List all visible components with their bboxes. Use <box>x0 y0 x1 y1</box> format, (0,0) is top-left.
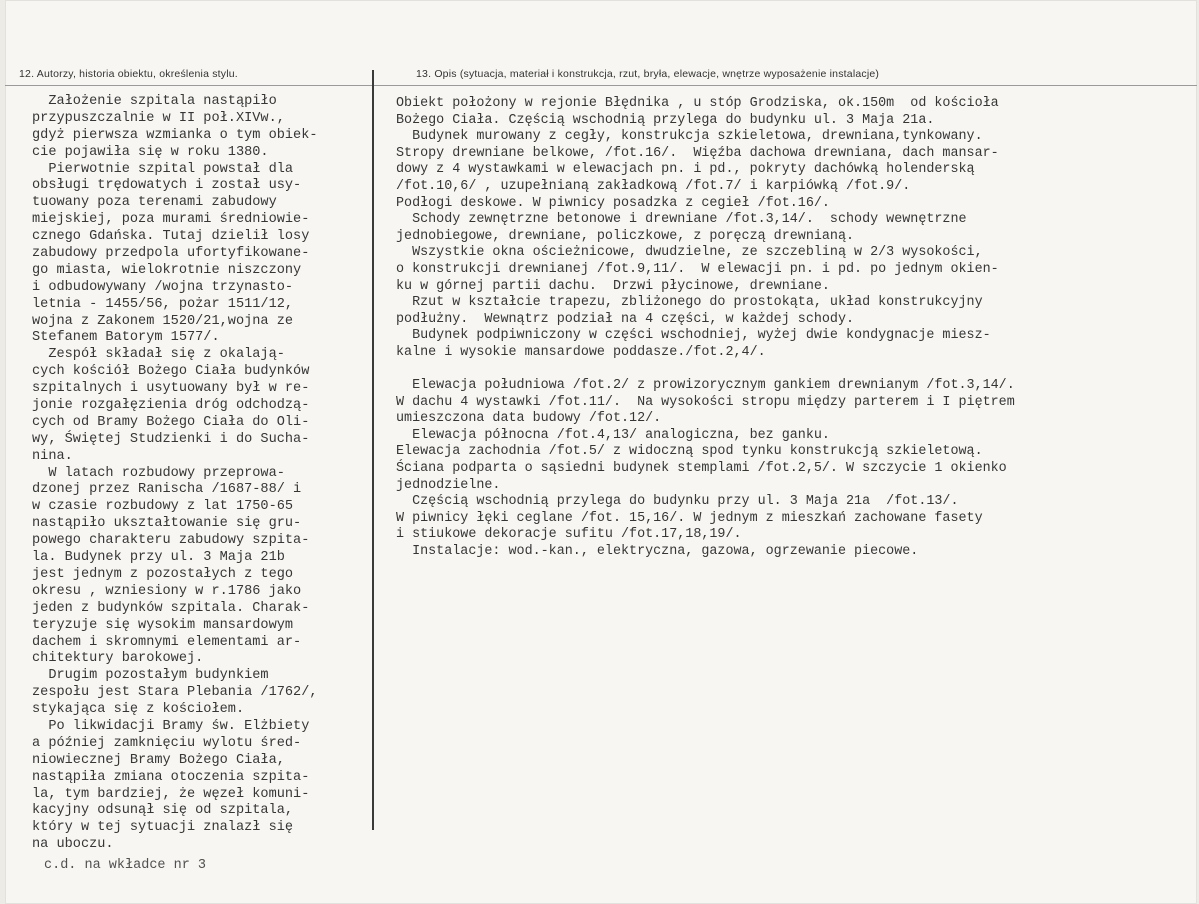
text-line: Założenie szpitala nastąpiło <box>32 94 277 109</box>
text-line: podłużny. Wewnątrz podział na 4 części, w każdej schody. <box>396 311 855 327</box>
text-line: nastąpiło ukształtowanie się gru- <box>32 516 302 532</box>
text-line: miejskiej, poza murami średniowie- <box>32 212 310 228</box>
text-line: W piwnicy łęki ceglane /fot. 15,16/. W jednym z mieszkań zachowane fasety <box>396 510 983 526</box>
text-line: Budynek podpiwniczony w części wschodniej, wyżej dwie kondygnacje miesz- <box>396 328 991 344</box>
text-line: Podłogi deskowe. W piwnicy posadzka z cegieł /fot.16/. <box>396 195 830 211</box>
text-line: Stefanem Batorym 1577/. <box>32 330 220 346</box>
text-line: zespołu jest Stara Plebania /1762/, <box>32 685 318 701</box>
text-line: jednobiegowe, drewniane, policzkowe, z poręczą drewnianą. <box>396 228 855 244</box>
text-line: Wszystkie okna ościeżnicowe, dwudzielne, ze szczebliną w 2/3 wysokości, <box>396 245 983 261</box>
text-line: wy, Świętej Studzienki i do Sucha- <box>32 431 310 447</box>
text-line: cznego Gdańska. Tutaj dzielił losy <box>32 229 310 245</box>
text-line: la, tym bardziej, że węzeł komuni- <box>32 786 310 802</box>
text-line: Zespół składał się z okalają- <box>32 347 285 363</box>
text-line <box>396 362 1015 379</box>
text-line: nastąpiła zmiana otoczenia szpita- <box>32 769 310 785</box>
text-line: go miasta, wielokrotnie niszczony <box>32 262 302 278</box>
text-line: zabudowy przedpola ufortyfikowane- <box>32 246 310 262</box>
history-text-column <box>32 94 318 854</box>
text-line: chitektury barokowej. <box>32 651 204 667</box>
text-line: Drugim pozostałym budynkiem <box>32 668 269 684</box>
text-line: teryzuje się wysokim mansardowym <box>32 617 294 633</box>
text-line: obsługi trędowatych i został usy- <box>32 178 302 194</box>
text-line: jonie rozgałęzienia dróg odchodzą- <box>32 398 310 414</box>
column-divider <box>372 70 374 830</box>
text-line: o konstrukcji drewnianej /fot.9,11/. W elewacji pn. i pd. po jednym okien- <box>396 261 999 277</box>
text-line: Schody zewnętrzne betonowe i drewniane /fot.3,14/. schody wewnętrzne <box>396 212 967 228</box>
text-line: jeden z budynków szpitala. Charak- <box>32 600 310 616</box>
text-line: przypuszczalnie w II poł.XIVw., <box>32 110 285 126</box>
text-line: i stiukowe dekoracje sufitu /fot.17,18,19/. <box>396 527 742 543</box>
description-text-column <box>396 96 1015 561</box>
text-line: ku w górnej partii dachu. Drzwi płycinowe, drewniane. <box>396 278 830 294</box>
text-line: Elewacja zachodnia /fot.5/ z widoczną spod tynku konstrukcją szkieletową. <box>396 444 983 460</box>
text-line: nina. <box>32 448 73 464</box>
text-line: kalne i wysokie mansardowe poddasze./fot.2,4/. <box>396 344 766 360</box>
text-line: Po likwidacji Bramy św. Elżbiety <box>32 718 310 734</box>
text-line: niowiecznej Bramy Bożego Ciała, <box>32 752 285 768</box>
text-line: cych kościół Bożego Ciała budynków <box>32 364 310 380</box>
text-line: dzonej przez Ranischa /1687-88/ i <box>32 482 302 498</box>
text-line: Elewacja południowa /fot.2/ z prowizorycznym gankiem drewnianym /fot.3,14/. <box>396 378 1015 394</box>
text-line: który w tej sytuacji znalazł się <box>32 820 294 836</box>
text-line: i odbudowywany /wojna trzynasto- <box>32 279 294 295</box>
text-line: W latach rozbudowy przeprowa- <box>32 465 285 481</box>
header-divider <box>5 85 1197 86</box>
text-line: a później zamknięciu wylotu śred- <box>32 735 302 751</box>
text-line: Ściana podparta o sąsiedni budynek stemplami /fot.2,5/. W szczycie 1 okienko <box>396 461 1007 477</box>
text-line: powego charakteru zabudowy szpita- <box>32 533 310 549</box>
text-line: cie pojawiła się w roku 1380. <box>32 144 269 160</box>
text-line: Elewacja północna /fot.4,13/ analogiczna, bez ganku. <box>396 427 830 443</box>
text-line: dowy z 4 wystawkami w elewacjach pn. i pd., pokryty dachówką holenderską <box>396 162 975 178</box>
text-line: Instalacje: wod.-kan., elektryczna, gazowa, ogrzewanie piecowe. <box>396 544 919 560</box>
text-line: okresu , wzniesiony w r.1786 jako <box>32 583 302 599</box>
text-line: Rzut w kształcie trapezu, zbliżonego do prostokąta, układ konstrukcyjny <box>396 295 983 311</box>
section-12-heading: 12. Autorzy, historia obiektu, określenia stylu. <box>19 68 238 80</box>
text-line: cych od Bramy Bożego Ciała do Oli- <box>32 414 310 430</box>
text-line: gdyż pierwsza wzmianka o tym obiek- <box>32 127 318 143</box>
text-line: stykająca się z kościołem. <box>32 702 245 718</box>
text-line: Stropy drewniane belkowe, /fot.16/. Więźba dachowa drewniana, dach mansar- <box>396 145 999 161</box>
text-line: tuowany poza terenami zabudowy <box>32 195 277 211</box>
text-line: la. Budynek przy ul. 3 Maja 21b <box>32 550 285 566</box>
text-line: Obiekt położony w rejonie Błędnika , u stóp Grodziska, ok.150m od kościoła <box>396 96 999 111</box>
section-13-heading: 13. Opis (sytuacja, materiał i konstrukcja, rzut, bryła, elewacje, wnętrze wyposażenie instalacje) <box>416 68 880 80</box>
text-line: szpitalnych i usytuowany był w re- <box>32 381 310 397</box>
continuation-note: c.d. na wkładce nr 3 <box>44 858 207 873</box>
text-line: na uboczu. <box>32 837 114 853</box>
text-line: jednodzielne. <box>396 477 501 493</box>
text-line: umieszczona data budowy /fot.12/. <box>396 411 662 427</box>
text-line: Częścią wschodnią przylega do budynku przy ul. 3 Maja 21a /fot.13/. <box>396 494 959 510</box>
text-line: kacyjny odsunął się od szpitala, <box>32 803 294 819</box>
text-line: Pierwotnie szpital powstał dla <box>32 161 294 177</box>
text-line: Budynek murowany z cegły, konstrukcja szkieletowa, drewniana,tynkowany. <box>396 129 983 145</box>
text-line: letnia - 1455/56, pożar 1511/12, <box>32 296 294 312</box>
text-line: wojna z Zakonem 1520/21,wojna ze <box>32 313 294 329</box>
text-line: W dachu 4 wystawki /fot.11/. Na wysokości stropu między parterem i I piętrem <box>396 394 1015 410</box>
text-line: w czasie rozbudowy z lat 1750-65 <box>32 499 294 515</box>
text-line: jest jednym z pozostałych z tego <box>32 566 294 582</box>
text-line: Bożego Ciała. Częścią wschodnią przylega do budynku ul. 3 Maja 21a. <box>396 112 935 128</box>
text-line: /fot.10,6/ , uzupełnianą zakładkową /fot.7/ i karpiówką /fot.9/. <box>396 178 911 194</box>
text-line: dachem i skromnymi elementami ar- <box>32 634 302 650</box>
